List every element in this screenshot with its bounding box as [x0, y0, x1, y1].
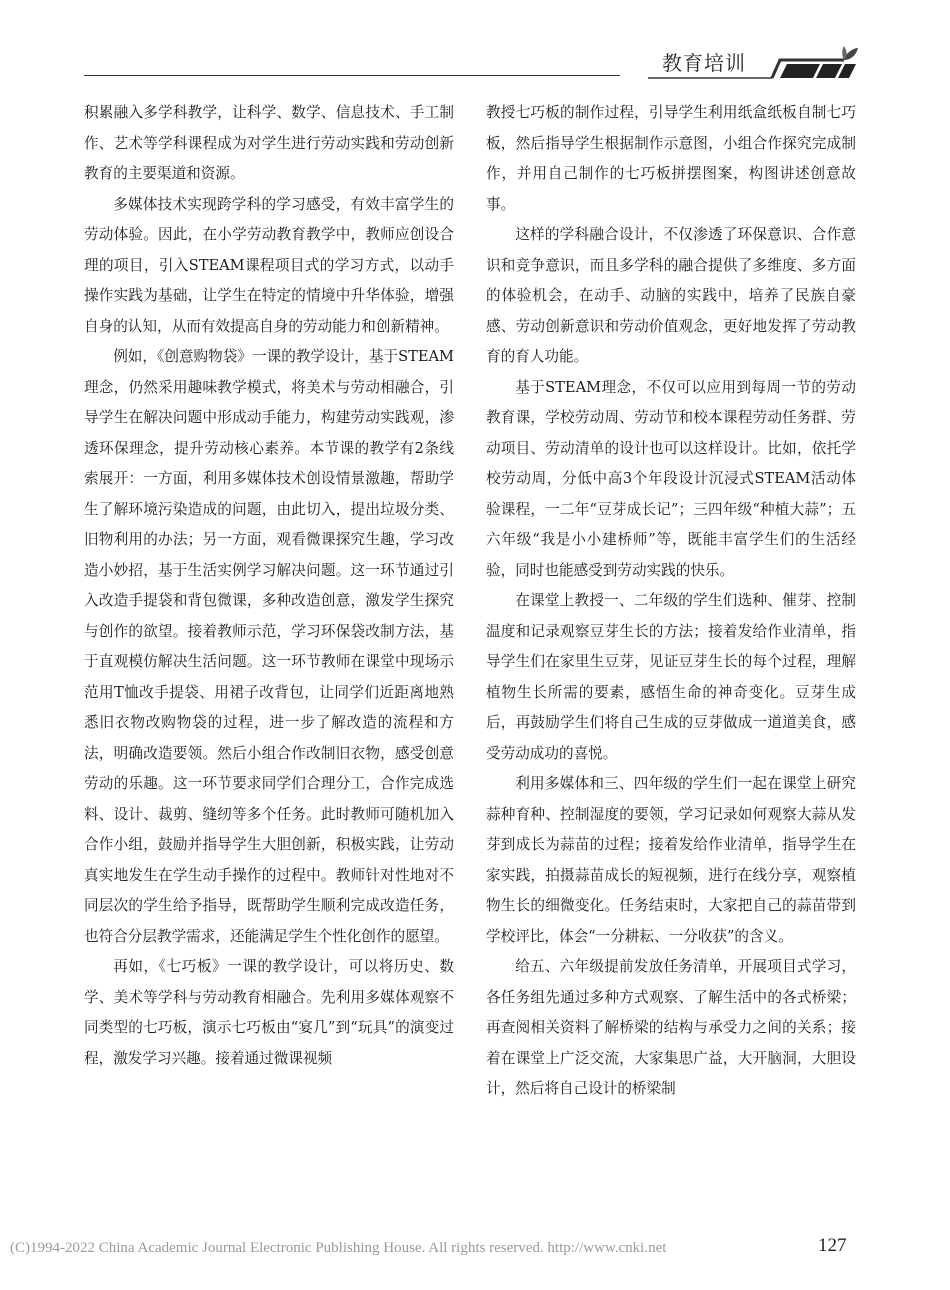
- paragraph: 多媒体技术实现跨学科的学习感受，有效丰富学生的劳动体验。因此，在小学劳动教育教学中，教师应创设合理的项目，引入STEAM课程项目式的学习方式，以动手操作实践为基础，让学生在特定的情境中升华体验，增强自身的认知，从而有效提高自身的劳动能力和创新精神。: [84, 195, 454, 335]
- paragraph: 例如，《创意购物袋》一课的教学设计，基于STEAM理念，仍然采用趣味教学模式，将美术与劳动相融合，引导学生在解决问题中形成动手能力，构建劳动实践观，渗透环保理念，提升劳动核心素养。本节课的教学有2条线索展开：一方面，利用多媒体技术创设情景激趣，帮助学生了解环境污染造成的问题，由此切入，提出垃圾分类、旧物利用的办法；另一方面，观看微课探究生趣，学习改造小妙招，基于生活实例学习解决问题。这一环节通过引入改造手提袋和背包微课，多种改造创意，激发学生探究与创作的欲望。接着教师示范，学习环保袋改制方法，基于直观模仿解决生活问题。这一环节教师在课堂中现场示范用T恤改手提袋、用裙子改背包，让同学们近距离地熟悉旧衣物改购物袋的过程，进一步了解改造的流程和方法，明确改造要领。然后小组合作改制旧衣物，感受创意劳动的乐趣。这一环节要求同学们合理分工，合作完成选料、设计、裁剪、缝纫等多个任务。此时教师可随机加入合作小组，鼓励并指导学生大胆创新，积极实践，让劳动真实地发生在学生动手操作的过程中。教师针对性地对不同层次的学生给予指导，既帮助学生顺利完成改造任务，也符合分层教学需求，还能满足学生个性化创作的愿望。: [84, 348, 454, 945]
- left-column: [84, 98, 454, 1208]
- paragraph: 再如，《七巧板》一课的教学设计，可以将历史、数学、美术等学科与劳动教育相融合。先利用多媒体观察不同类型的七巧板，演示七巧板由“宴几”到“玩具”的演变过程，激发学习兴趣。接着通过微课视频: [84, 958, 454, 1067]
- page-number: 127: [818, 1235, 847, 1256]
- paragraph: 积累融入多学科教学，让科学、数学、信息技术、手工制作、艺术等学科课程成为对学生进行劳动实践和劳动创新教育的主要渠道和资源。: [84, 104, 454, 182]
- paragraph: 给五、六年级提前发放任务清单，开展项目式学习，各任务组先通过多种方式观察、了解生活中的各式桥梁；再查阅相关资料了解桥梁的结构与承受力之间的关系；接着在课堂上广泛交流，大家集思广益，大开脑洞，大胆设计，然后将自己设计的桥梁制: [486, 958, 856, 1097]
- paragraph: 这样的学科融合设计，不仅渗透了环保意识、合作意识和竞争意识，而且多学科的融合提供了多维度、多方面的体验机会，在动手、动脑的实践中，培养了民族自豪感、劳动创新意识和劳动价值观念，更好地发挥了劳动教育的育人功能。: [486, 226, 856, 365]
- paragraph: 在课堂上教授一、二年级的学生们选种、催芽、控制温度和记录观察豆芽生长的方法；接着发给作业清单，指导学生们在家里生豆芽，见证豆芽生长的每个过程，理解植物生长所需的要素，感悟生命的神奇变化。豆芽生成后，再鼓励学生们将自己生成的豆芽做成一道道美食，感受劳动成功的喜悦。: [486, 592, 856, 762]
- copyright-notice: (C)1994-2022 China Academic Journal Electronic Publishing House. All rights reserved. http://www.cnki.net: [10, 1240, 667, 1256]
- paragraph: 教授七巧板的制作过程，引导学生利用纸盒纸板自制七巧板，然后指导学生根据制作示意图，小组合作探究完成制作，并用自己制作的七巧板拼摆图案，构图讲述创意故事。: [486, 104, 856, 213]
- right-column: [486, 98, 856, 1208]
- paragraph: 利用多媒体和三、四年级的学生们一起在课堂上研究蒜种育种、控制湿度的要领，学习记录如何观察大蒜从发芽到成长为蒜苗的过程；接着发给作业清单，指导学生在家实践，拍摄蒜苗成长的短视频，进行在线分享，观察植物生长的细微变化。任务结束时，大家把自己的蒜苗带到学校评比，体会“一分耕耘、一分收获”的含义。: [486, 775, 856, 945]
- paragraph: 基于STEAM理念，不仅可以应用到每周一节的劳动教育课，学校劳动周、劳动节和校本课程劳动任务群、劳动项目、劳动清单的设计也可以这样设计。比如，依托学校劳动周，分低中高3个年段设计沉浸式STEAM活动体验课程，一二年“豆芽成长记”；三四年级“种植大蒜”；五六年级“我是小小建桥师”等，既能丰富学生们的生活经验，同时也能感受到劳动实践的快乐。: [486, 378, 856, 579]
- section-title: 教育培训: [662, 51, 746, 75]
- header-rule: [84, 75, 620, 76]
